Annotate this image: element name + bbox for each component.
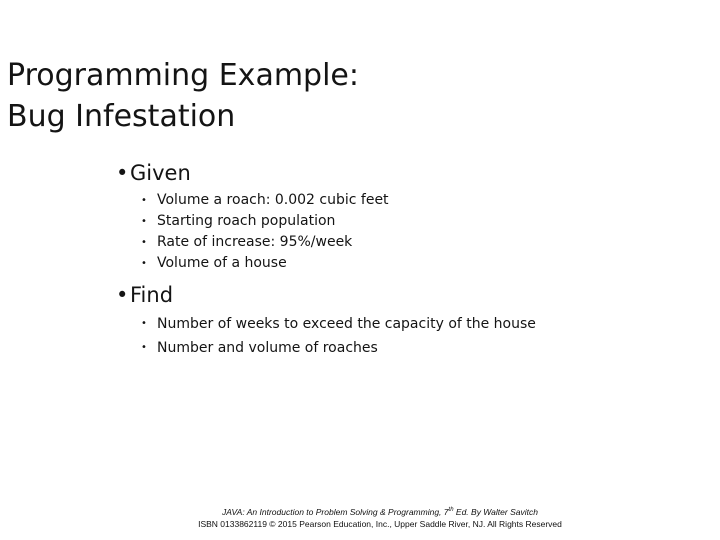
list-item	[141, 211, 389, 232]
list-item	[141, 232, 389, 253]
find-item-text: Number and volume of roaches	[157, 340, 378, 356]
slide-title	[7, 55, 687, 137]
bullet-icon: •	[141, 216, 147, 227]
bullet-icon: •	[141, 342, 147, 353]
find-list	[141, 312, 536, 360]
find-item-text: Number of weeks to exceed the capacity of the house	[157, 316, 536, 332]
list-item	[141, 336, 536, 360]
footer-citation	[0, 507, 720, 517]
bullet-icon: •	[141, 195, 147, 206]
footer-author: Ed. By Walter Savitch	[453, 507, 538, 517]
footer-copyright: ISBN 0133862119 © 2015 Pearson Education, Inc., Upper Saddle River, NJ. All Rights Reserved	[198, 519, 562, 529]
footer-book-title: JAVA: An Introduction to Problem Solving & Programming,	[222, 507, 442, 517]
list-item	[141, 253, 389, 274]
title-line-1: Programming Example:	[7, 58, 359, 93]
bullet-icon: •	[141, 237, 147, 248]
find-heading-label: Find	[130, 283, 174, 307]
given-heading-label: Given	[130, 161, 191, 185]
bullet-icon: •	[141, 258, 147, 269]
given-item-text: Volume a roach: 0.002 cubic feet	[157, 192, 389, 208]
list-item	[141, 190, 389, 211]
bullet-icon: •	[141, 318, 147, 329]
title-line-2: Bug Infestation	[7, 99, 236, 134]
given-item-text: Starting roach population	[157, 213, 336, 229]
given-heading	[116, 160, 191, 186]
bullet-icon: •	[116, 283, 129, 307]
footer-edition: 7th	[443, 507, 454, 517]
given-item-text: Rate of increase: 95%/week	[157, 234, 353, 250]
given-list	[141, 190, 389, 274]
bullet-icon: •	[116, 161, 129, 185]
given-item-text: Volume of a house	[157, 255, 287, 271]
find-heading	[116, 282, 173, 308]
list-item	[141, 312, 536, 336]
